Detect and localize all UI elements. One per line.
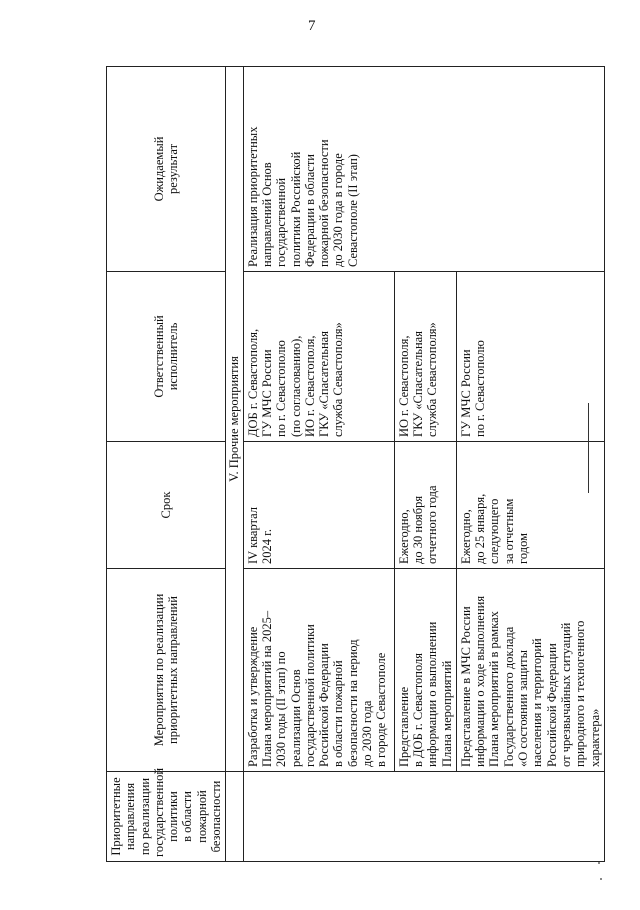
row1-deadline: IV квартал 2024 г. [243, 442, 394, 569]
scan-dot [598, 862, 600, 864]
row2-activity: Представление в ДОБ г. Севастополя информации о выполнении Плана мероприятий [394, 569, 456, 772]
header-executor: Ответственный исполнитель [107, 272, 226, 442]
expected-result-cell: Реализация приоритетных направлений Основ государственной политики Российской Федерации в области пожарной безопасности до 2030 года в городе Севастополе (II этап) [243, 67, 604, 272]
header-deadline: Срок [107, 442, 226, 569]
scan-dot [600, 878, 602, 880]
row1-activity: Разработка и утверждение Плана мероприятий на 2025– 2030 годы (II этап) по реализации Основ государственной политики Российской Федерации в области пожарной безопасности на период до 2030 года в городе Севастополе [243, 569, 394, 772]
page-number: 7 [308, 18, 316, 34]
header-priority-directions: Приоритетные направления по реализации государственной политики в области пожарной безопасности [107, 772, 226, 862]
row1-executor: ДОБ г. Севастополя, ГУ МЧС России по г. Севастополю (по согласованию), ИО г. Севастополя, ГКУ «Спасательная служба Севастополя» [243, 272, 394, 442]
header-activities: Мероприятия по реализации приоритетных направлений [107, 569, 226, 772]
row2-executor: ИО г. Севастополя, ГКУ «Спасательная служба Севастополя» [394, 272, 456, 442]
rotated-table-container [106, 67, 602, 862]
fire-safety-plan-table [106, 66, 605, 862]
row3-executor: ГУ МЧС России по г. Севастополю [456, 272, 604, 442]
section-title: V. Прочие мероприятия [226, 67, 243, 772]
row3-deadline: Ежегодно, до 25 января, следующего за отчетным годом [456, 442, 604, 569]
row3-activity: Представление в МЧС России информации о ходе выполнения Плана мероприятий в рамках Государственного доклада «О состоянии защиты населения и территорий Российской Федерации от чрезвычайных ситуаций природного и техногенного характера» [456, 569, 604, 772]
priority-directions-cell [243, 772, 604, 862]
section-spacer [226, 772, 243, 862]
header-expected-result: Ожидаемый результат [107, 67, 226, 272]
end-of-table-line [588, 403, 589, 493]
row2-deadline: Ежегодно, до 30 ноября отчетного года [394, 442, 456, 569]
